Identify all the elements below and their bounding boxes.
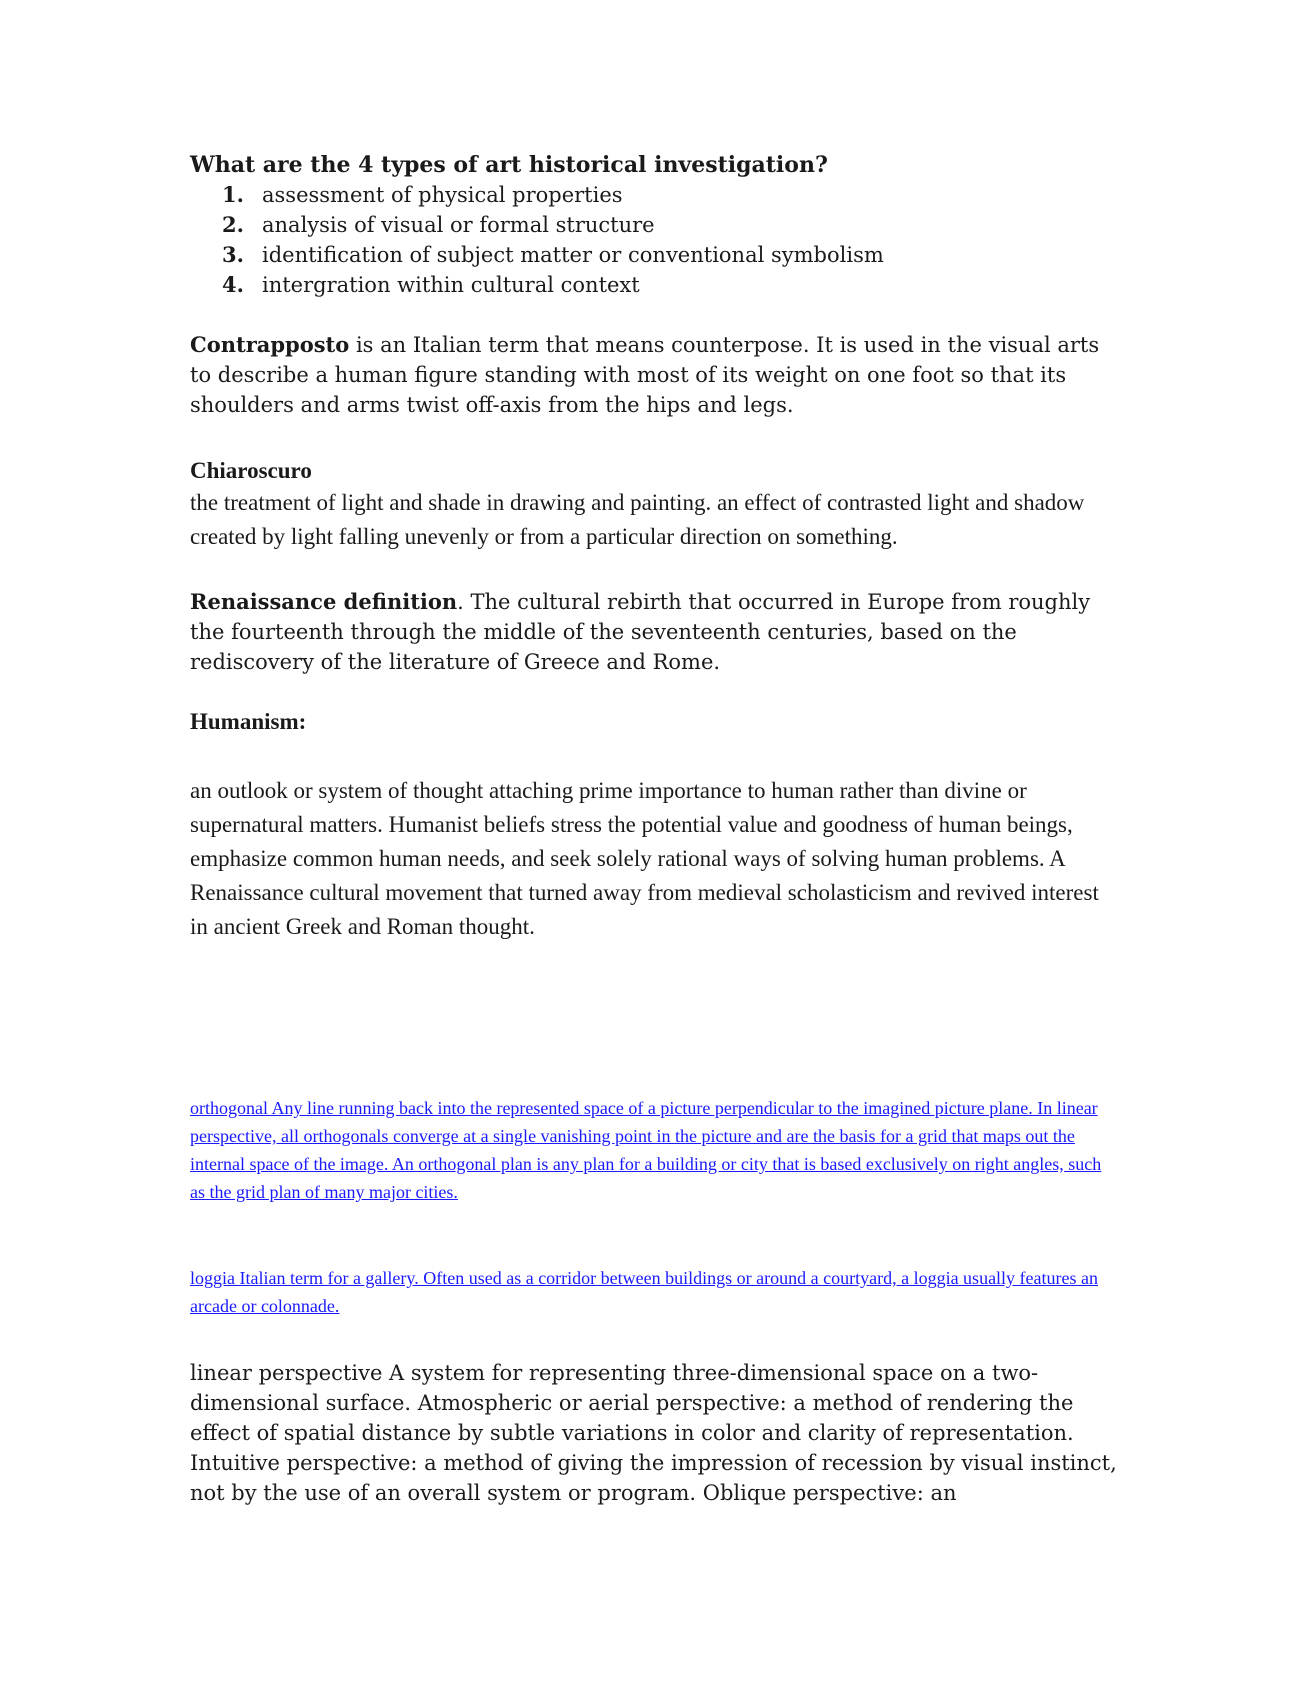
list-item-number: 4. bbox=[222, 272, 244, 297]
list-item-number: 3. bbox=[222, 242, 244, 267]
renaissance-text: . The cultural rebirth that occurred in Europe from roughly the fourteenth through the middle of the seventeenth centuries, based on the rediscovery of the literature of Greece and Rome. bbox=[190, 590, 1091, 674]
list-item-text: intergration within cultural context bbox=[262, 273, 640, 297]
contrapposto-section bbox=[190, 330, 1120, 420]
list-item-text: assessment of physical properties bbox=[262, 183, 623, 207]
humanism-term: Humanism: bbox=[190, 709, 307, 734]
list-item bbox=[222, 270, 884, 300]
list-item bbox=[222, 180, 884, 210]
renaissance-paragraph bbox=[190, 587, 1120, 677]
renaissance-section bbox=[190, 587, 1120, 677]
contrapposto-text: is an Italian term that means counterpose. It is used in the visual arts to describe a human figure standing with most of its weight on one foot so that its shoulders and arms twist off-axis from the hips and legs. bbox=[190, 333, 1100, 417]
humanism-heading-block bbox=[190, 707, 306, 737]
list-item-text: analysis of visual or formal structure bbox=[262, 213, 655, 237]
orthogonal-section bbox=[190, 1094, 1120, 1206]
humanism-text: an outlook or system of thought attaching prime importance to human rather than divine or supernatural matters. Humanist beliefs stress the potential value and goodness of human beings, emphasize common human needs, and seek solely rational ways of solving human problems. A Renaissance cultural movement that turned away from medieval scholasticism and revived interest in ancient Greek and Roman thought. bbox=[190, 778, 1099, 939]
list-item bbox=[222, 210, 884, 240]
loggia-section bbox=[190, 1264, 1120, 1320]
types-list bbox=[190, 180, 884, 300]
loggia-link[interactable]: loggia Italian term for a gallery. Often used as a corridor between buildings or around a courtyard, a loggia usually features an arcade or colonnade. bbox=[190, 1268, 1099, 1316]
linear-perspective-text: linear perspective A system for representing three-dimensional space on a two-dimensional surface. Atmospheric or aerial perspective: a method of rendering the effect of spatial distance by subtle variations in color and clarity of representation. Intuitive perspective: a method of giving the impression of recession by visual instinct, not by the use of an overall system or program. Oblique perspective: an bbox=[190, 1361, 1117, 1505]
chiaroscuro-text: the treatment of light and shade in drawing and painting. an effect of contrasted light and shadow created by light falling unevenly or from a particular direction on something. bbox=[190, 490, 1085, 549]
contrapposto-term: Contrapposto bbox=[190, 332, 350, 357]
list-item-text: identification of subject matter or conventional symbolism bbox=[262, 243, 884, 267]
types-heading: What are the 4 types of art historical investigation? bbox=[190, 152, 828, 178]
humanism-body-block bbox=[190, 774, 1120, 944]
contrapposto-paragraph bbox=[190, 330, 1120, 420]
chiaroscuro-section bbox=[190, 456, 1120, 554]
list-item-number: 2. bbox=[222, 212, 244, 237]
list-item-number: 1. bbox=[222, 182, 244, 207]
renaissance-term: Renaissance definition bbox=[190, 589, 458, 614]
orthogonal-link[interactable]: orthogonal Any line running back into the represented space of a picture perpendicular to the imagined picture plane. In linear perspective, all orthogonals converge at a single vanishing point in the picture and are the basis for a grid that maps out the internal space of the image. An orthogonal plan is any plan for a building or city that is based exclusively on right angles, such as the grid plan of many major cities. bbox=[190, 1098, 1102, 1202]
linear-perspective-section bbox=[190, 1358, 1120, 1508]
chiaroscuro-term: Chiaroscuro bbox=[190, 458, 312, 483]
types-section bbox=[190, 150, 884, 300]
list-item bbox=[222, 240, 884, 270]
